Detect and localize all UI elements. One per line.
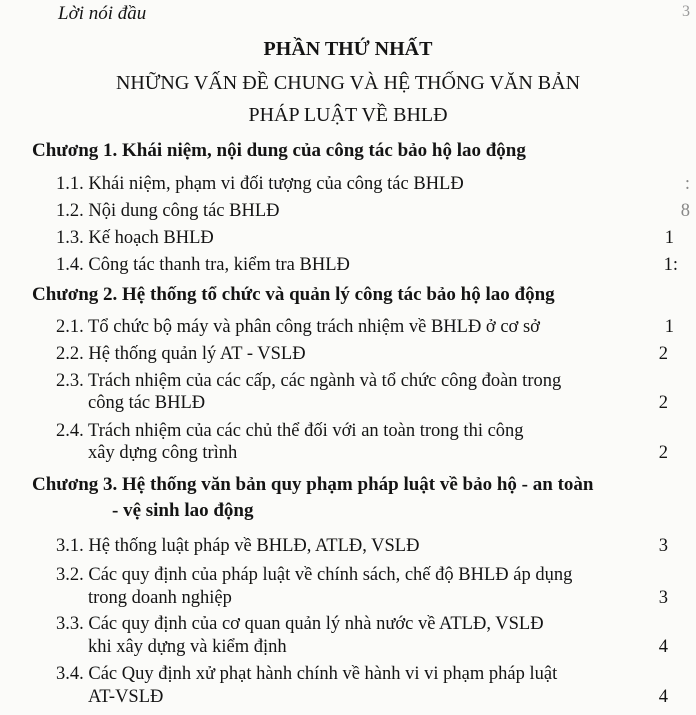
toc-page-1-1: :: [684, 174, 690, 194]
toc-page-2-3: 2: [658, 393, 668, 413]
toc-entry-2-2: 2.2. Hệ thống quản lý AT - VSLĐ: [56, 344, 306, 364]
toc-entry-3-3: 3.3. Các quy định của cơ quan quản lý nhà nước về ATLĐ, VSLĐ: [56, 614, 544, 634]
toc-page-1-2: 8: [680, 201, 690, 221]
chapter-1-title: Chương 1. Khái niệm, nội dung của công tác bảo hộ lao động: [32, 140, 526, 161]
toc-entry-3-3-cont: khi xây dựng và kiểm định: [88, 637, 287, 657]
toc-entry-2-4: 2.4. Trách nhiệm của các chủ thể đối với an toàn trong thi công: [56, 421, 524, 441]
toc-entry-3-4: 3.4. Các Quy định xử phạt hành chính về hành vi vi phạm pháp luật: [56, 664, 558, 684]
toc-entry-1-1: 1.1. Khái niệm, phạm vi đối tượng của công tác BHLĐ: [56, 174, 464, 194]
chapter-2-title: Chương 2. Hệ thống tổ chức và quản lý công tác bảo hộ lao động: [32, 284, 555, 305]
chapter-3-title-cont: - vệ sinh lao động: [112, 500, 254, 521]
part-title-line-1: NHỮNG VẤN ĐỀ CHUNG VÀ HỆ THỐNG VĂN BẢN: [115, 72, 581, 94]
toc-entry-2-3-cont: công tác BHLĐ: [88, 393, 206, 413]
part-heading: PHẦN THỨ NHẤT: [263, 38, 433, 60]
toc-entry-3-4-cont: AT-VSLĐ: [88, 687, 164, 707]
toc-page-3-4: 4: [658, 687, 668, 707]
toc-entry-2-3: 2.3. Trách nhiệm của các cấp, các ngành và tổ chức công đoàn trong: [56, 371, 562, 391]
toc-page-2-1: 1: [664, 317, 674, 337]
toc-page-2-2: 2: [658, 344, 668, 364]
toc-page-3-3: 4: [658, 637, 668, 657]
toc-entry-1-2: 1.2. Nội dung công tác BHLĐ: [56, 201, 280, 221]
toc-entry-1-3: 1.3. Kế hoạch BHLĐ: [56, 228, 214, 248]
toc-page-1-4: 1:: [663, 255, 678, 275]
toc-page-3-2: 3: [658, 588, 668, 608]
preface-page-number: 3: [682, 3, 690, 20]
toc-entry-3-2-cont: trong doanh nghiệp: [88, 588, 232, 608]
part-title-line-2: PHÁP LUẬT VỀ BHLĐ: [248, 104, 448, 126]
toc-page-3-1: 3: [658, 536, 668, 556]
toc-page-1-3: 1: [664, 228, 674, 248]
toc-entry-2-1: 2.1. Tổ chức bộ máy và phân công trách nhiệm về BHLĐ ở cơ sở: [56, 317, 540, 337]
toc-entry-1-4: 1.4. Công tác thanh tra, kiểm tra BHLĐ: [56, 255, 350, 275]
toc-entry-3-2: 3.2. Các quy định của pháp luật về chính sách, chế độ BHLĐ áp dụng: [56, 565, 573, 585]
toc-page-2-4: 2: [658, 443, 668, 463]
toc-entry-2-4-cont: xây dựng công trình: [88, 443, 238, 463]
toc-entry-3-1: 3.1. Hệ thống luật pháp về BHLĐ, ATLĐ, VSLĐ: [56, 536, 420, 556]
chapter-3-title: Chương 3. Hệ thống văn bản quy phạm pháp luật về bảo hộ - an toàn: [32, 474, 594, 495]
preface-label: Lời nói đầu: [58, 3, 147, 24]
